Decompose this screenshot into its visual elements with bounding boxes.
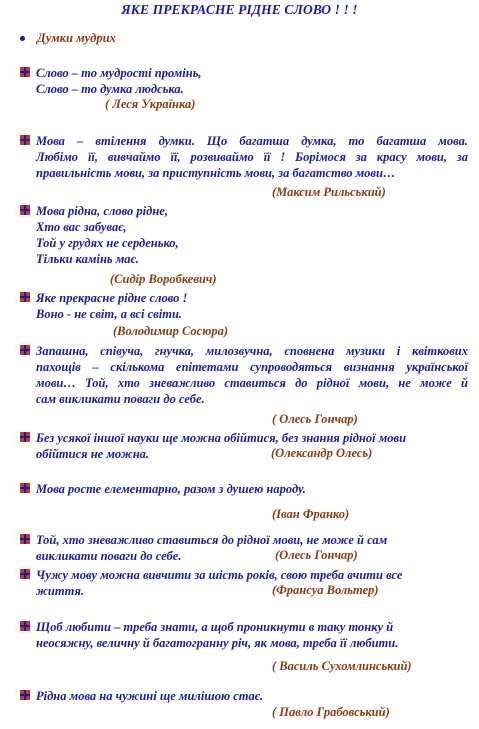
quote-line: неосяжну, величну й багатогранну річ, як мова, треба її любити.	[36, 636, 399, 650]
heading-item	[20, 31, 116, 46]
bullet-dot-icon	[20, 36, 25, 41]
quote-line: Без усякої іншої науки ще можна обійтися, без знання рідної мови	[36, 431, 407, 445]
quote-author: (Франсуа Вольтер)	[272, 583, 379, 597]
quote-line: Яке прекрасне рідне слово !	[36, 291, 188, 305]
quote-line: правильність мови, за приступність мови, за багатство мови…	[36, 166, 396, 180]
quote-line: Любімо її, вивчаймо її, розвиваймо її ! Борімося за красу мови, за	[36, 150, 468, 164]
quote-author: (Іван Франко)	[272, 507, 350, 521]
quote-line: Чужу мову можна вивчити за шість років, свою треба вчити все	[36, 568, 403, 582]
plus-bullet-icon	[20, 690, 30, 700]
quote-line: викликати поваги до себе.	[36, 549, 182, 563]
quote-line: Хто вас забуває,	[36, 220, 127, 234]
quote-item	[20, 290, 468, 322]
plus-bullet-icon	[20, 621, 30, 631]
quote-line: Слово – то думка людська.	[36, 82, 184, 96]
plus-bullet-icon	[20, 292, 30, 302]
quote-author: (Олесь Гончар)	[275, 548, 358, 562]
quote-line: Мова – втілення думки. Що багатша думка, то багатша мова.	[36, 134, 468, 148]
quote-author: (Сидір Воробкевич)	[110, 272, 217, 286]
quote-author: ( Василь Сухомлинський)	[272, 659, 412, 673]
quote-author: (Володимир Сосюра)	[113, 324, 228, 338]
plus-bullet-icon	[20, 205, 30, 215]
quote-item	[20, 619, 468, 651]
page-title: ЯКЕ ПРЕКРАСНЕ РІДНЕ СЛОВО ! ! !	[121, 2, 358, 17]
quote-author: ( Павло Грабовський)	[272, 705, 390, 719]
quote-line: Мова рідна, слово рідне,	[36, 204, 168, 218]
plus-bullet-icon	[20, 67, 30, 77]
quote-line: мови… Той, хто зневажливо ставиться до рідної мови, не може й	[36, 376, 468, 390]
quote-item	[20, 133, 468, 181]
plus-bullet-icon	[20, 569, 30, 579]
quote-item	[20, 203, 468, 267]
quote-line: Воно - не світ, а всі світи.	[36, 307, 183, 321]
quote-author: (Олександр Олесь)	[271, 446, 373, 460]
quote-item	[20, 481, 468, 497]
quote-author: ( Олесь Гончар)	[272, 412, 358, 426]
quote-item	[20, 688, 468, 704]
plus-bullet-icon	[20, 534, 30, 544]
quote-item	[20, 65, 468, 97]
quote-line: Щоб любити – треба знати, а щоб проникнути в таку тонку й	[36, 620, 394, 634]
quote-line: Той, хто зневажливо ставиться до рідної мови, не може й сам	[36, 533, 388, 547]
plus-bullet-icon	[20, 345, 30, 355]
heading-text: Думки мудрих	[37, 31, 116, 45]
quote-line: Той у грудях не серденько,	[36, 236, 179, 250]
plus-bullet-icon	[20, 135, 30, 145]
quote-item	[20, 532, 468, 564]
quote-line: сам викликати поваги до себе.	[36, 392, 205, 406]
plus-bullet-icon	[20, 432, 30, 442]
quote-line: Тільки камінь має.	[36, 252, 139, 266]
quote-line: Рідна мова на чужині ще милішою стає.	[36, 689, 264, 703]
quote-item	[20, 430, 468, 462]
quote-author: (Максим Рильський)	[272, 185, 386, 199]
quote-line: обійтися не можна.	[36, 447, 150, 461]
quote-line: життя.	[36, 584, 85, 598]
quote-line: Запашна, співуча, гнучка, милозвучна, сповнена музики і квіткових	[36, 344, 468, 358]
quote-line: Мова росте елементарно, разом з душею народу.	[36, 482, 306, 496]
quote-item	[20, 343, 468, 407]
quote-author: ( Леся Українка)	[105, 97, 196, 111]
quote-line: пахощів – скількома епітетами супроводяться визнання української	[36, 360, 468, 374]
quote-line: Слово – то мудрості промінь,	[36, 66, 202, 80]
plus-bullet-icon	[20, 483, 30, 493]
quote-item	[20, 567, 468, 599]
